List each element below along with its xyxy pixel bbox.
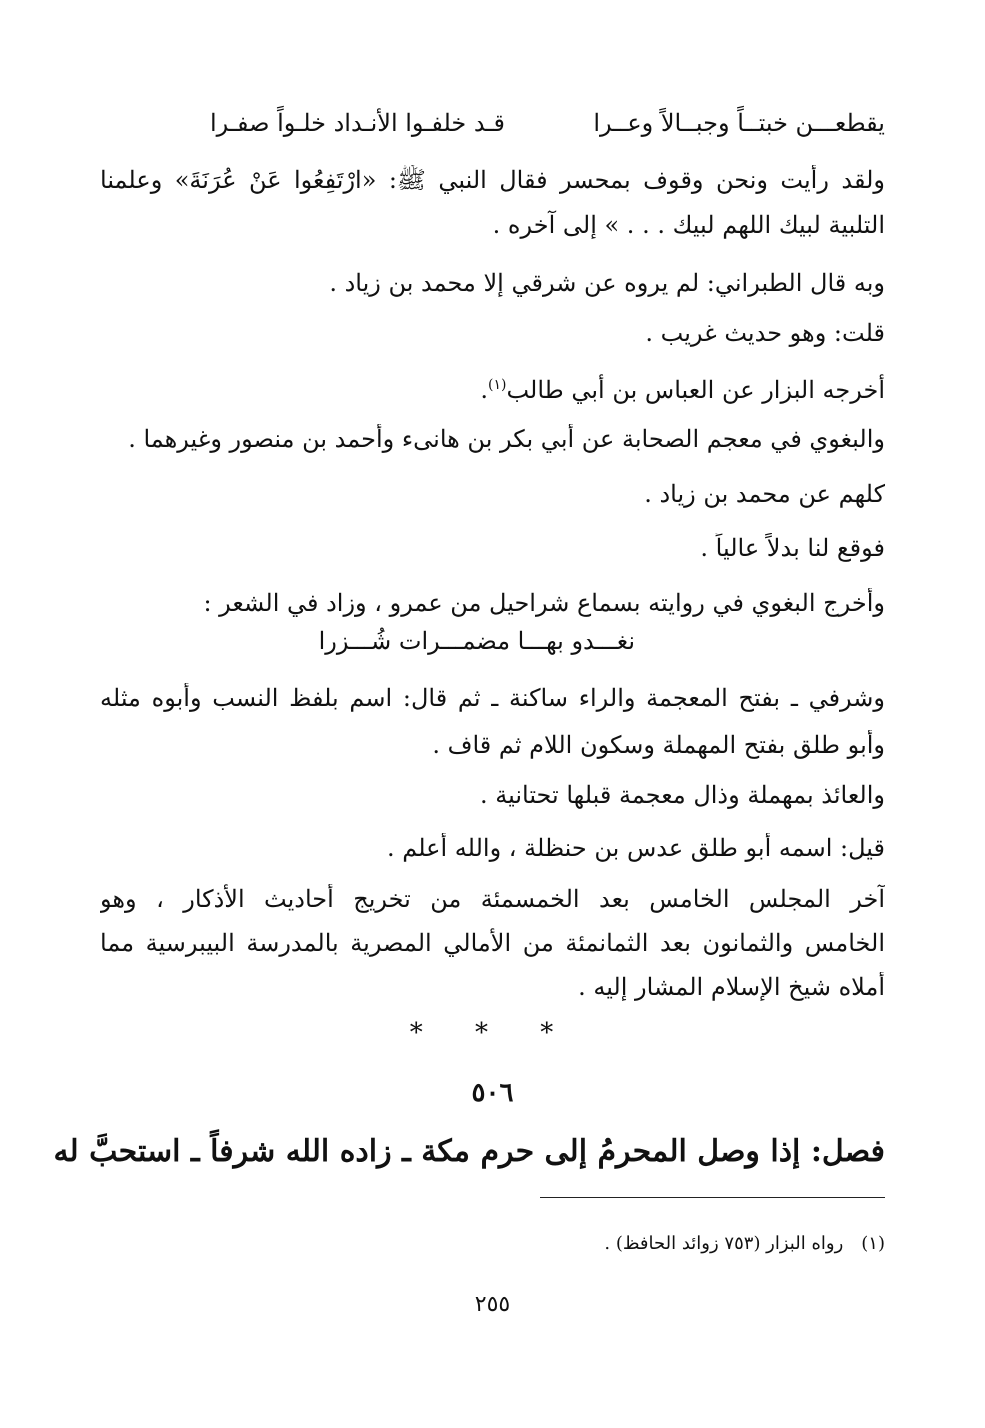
paragraph-line: وأبو طلق بفتح المهملة وسكون اللام ثم قاف .: [432, 731, 885, 759]
footnote-number: (١): [861, 1233, 885, 1254]
footnote-reference[interactable]: (١): [487, 377, 507, 393]
paragraph-line: التلبية لبيك اللهم لبيك . . . » إلى آخره .: [492, 211, 885, 239]
paragraph: وبه قال الطبراني: لم يروه عن شرقي إلا محمد بن زياد .: [329, 269, 885, 297]
paragraph-line: وشرفي ـ بفتح المعجمة والراء ساكنة ـ ثم قال: اسم بلفظ النسب وأبوه مثله: [100, 684, 885, 712]
section-separator: * * *: [409, 1018, 576, 1048]
footnote-text: رواه البزار (٧٥٣ زوائد الحافظ) .: [604, 1233, 844, 1254]
paragraph-end: .: [480, 376, 488, 404]
section-number: ٥٠٦: [471, 1078, 514, 1108]
paragraph: فوقع لنا بدلاً عالياً .: [700, 534, 885, 562]
paragraph: قيل: اسمه أبو طلق عدس بن حنظلة ، والله أعلم .: [387, 834, 885, 862]
verse-line: نغـــدو بهـــا مضمـــرات شُـــزرا: [318, 627, 635, 655]
verse-left-hemistich: قـد خلفـوا الأنـداد خلـواً صفـرا: [210, 109, 505, 137]
paragraph: كلهم عن محمد بن زياد .: [644, 480, 885, 508]
paragraph: وأخرج البغوي في روايته بسماع شراحيل من عمرو ، وزاد في الشعر :: [203, 589, 885, 617]
verse-right-hemistich: يقطعـــن خبتــاً وجبــالاً وعــرا: [593, 109, 885, 137]
paragraph-line: آخر المجلس الخامس بعد الخمسمئة من تخريج أحاديث الأذكار ، وهو: [100, 885, 885, 913]
paragraph: قلت: وهو حديث غريب .: [645, 319, 885, 347]
paragraph-line: أملاه شيخ الإسلام المشار إليه .: [578, 973, 885, 1001]
paragraph: والبغوي في معجم الصحابة عن أبي بكر بن هانىء وأحمد بن منصور وغيرهما .: [128, 425, 885, 453]
paragraph: [100, 370, 885, 405]
paragraph-line: الخامس والثمانون بعد الثمانمئة من الأمالي المصرية بالمدرسة البيبرسية مما: [100, 929, 885, 957]
paragraph-line: ولقد رأيت ونحن وقوف بمحسر فقال النبي ﷺ: «ارْتَفِعُوا عَنْ عُرَنَةَ» وعلمنا: [100, 166, 885, 194]
chapter-heading: فصل: إذا وصل المحرمُ إلى حرم مكة ـ زاده الله شرفاً ـ استحبَّ له: [53, 1134, 885, 1169]
page-number: ٢٥٥: [474, 1292, 511, 1317]
footnote-divider: [540, 1197, 885, 1198]
footnote: [100, 1232, 885, 1256]
paragraph: والعائذ بمهملة وذال معجمة قبلها تحتانية .: [479, 781, 885, 809]
paragraph-text: أخرجه البزار عن العباس بن أبي طالب: [506, 376, 885, 404]
